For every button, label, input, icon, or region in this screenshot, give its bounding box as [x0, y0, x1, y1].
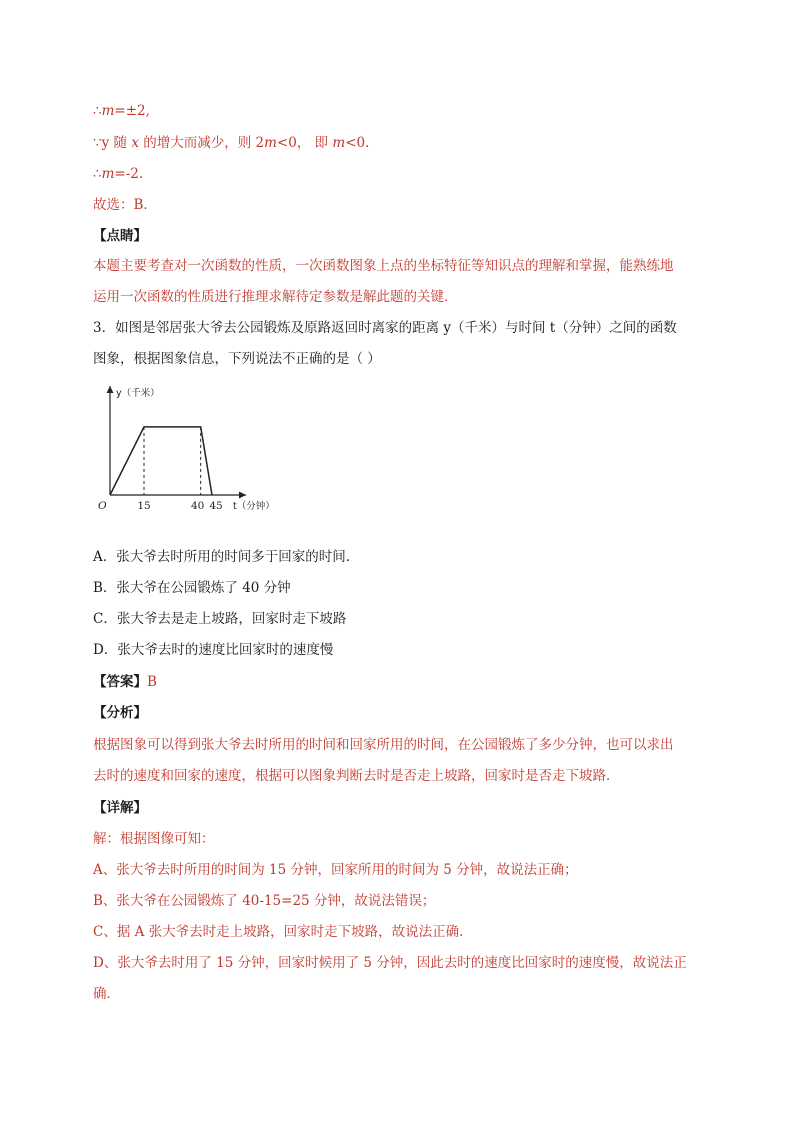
distance-time-graph: [96, 378, 286, 520]
step-m-plus-minus-2: ∴m=±2,: [93, 103, 150, 119]
option-a: A．张大爷去时所用的时间多于回家的时间．: [93, 549, 360, 565]
option-c: C．张大爷去是走上坡路，回家时走下坡路: [93, 611, 347, 627]
dianjing-heading: 【点睛】: [93, 228, 147, 244]
fenxi-text-2: 去时的速度和回家的速度，根据可以图象判断去时是否走上坡路，回家时是否走下坡路．: [93, 768, 620, 784]
explanation-d-2: 确．: [93, 986, 120, 1002]
explanation-c: C、据 A 张大爷去时走上坡路，回家时走下坡路，故说法正确．: [93, 924, 473, 940]
choice-line: 故选：B．: [93, 197, 157, 213]
origin-label: O: [98, 500, 107, 512]
step-m-minus-2: ∴m=-2.: [93, 166, 144, 182]
question-3-line-1: 3．如图是邻居张大爷去公园锻炼及原路返回时离家的距离 y（千米）与时间 t（分钟）之间的函数: [93, 320, 677, 336]
explanation-b: B、张大爷在公园锻炼了 40-15=25 分钟，故说法错误；: [93, 893, 436, 909]
x-tick-45: 45: [209, 500, 223, 512]
dianjing-text-2: 运用一次函数的性质进行推理求解待定参数是解此题的关键．: [93, 289, 458, 305]
graph-polyline: [110, 427, 212, 495]
answer-line: [93, 672, 157, 692]
x-axis-label: t（分钟）: [233, 501, 275, 512]
xiangjie-heading: 【详解】: [93, 800, 147, 816]
fenxi-text-1: 根据图象可以得到张大爷去时所用的时间和回家所用的时间，在公园锻炼了多少分钟，也可以求出: [93, 737, 674, 753]
answer-value: B: [147, 674, 157, 690]
option-b: B．张大爷在公园锻炼了 40 分钟: [93, 580, 291, 596]
explanation-a: A、张大爷去时所用的时间为 15 分钟，回家所用的时间为 5 分钟，故说法正确；: [93, 862, 578, 878]
answer-label: 【答案】: [93, 674, 147, 690]
solution-intro: 解：根据图像可知：: [93, 831, 215, 847]
x-tick-15: 15: [137, 500, 151, 512]
dianjing-text-1: 本题主要考查对一次函数的性质，一次函数图象上点的坐标特征等知识点的理解和掌握，能熟练地: [93, 258, 674, 274]
fenxi-heading: 【分析】: [93, 705, 147, 721]
explanation-d-1: D、张大爷去时用了 15 分钟，回家时候用了 5 分钟，因此去时的速度比回家时的速度慢，故说法正: [93, 955, 687, 971]
x-tick-40: 40: [190, 500, 205, 512]
question-3-line-2: 图象，根据图象信息，下列说法不正确的是（ ）: [93, 351, 381, 367]
y-axis-label: y（千米）: [116, 388, 160, 399]
option-d: D．张大爷去时的速度比回家时的速度慢: [93, 642, 334, 658]
step-decreasing-condition: ∵y 随 x 的增大而减少，则 2m<0， 即 m<0.: [93, 135, 370, 151]
